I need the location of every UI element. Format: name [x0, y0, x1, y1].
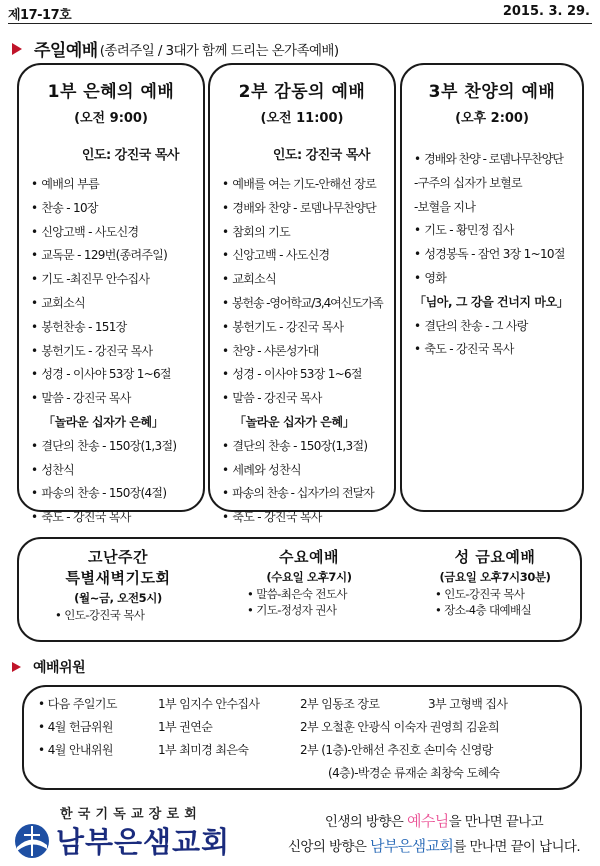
service-leader: 인도: 강진국 목사 [81, 148, 179, 163]
section-subtitle: (종려주일 / 3대가 함께 드리는 온가족예배) [99, 42, 339, 59]
list-item: • 신앙고백 - 사도신경 [222, 244, 394, 268]
service-time: (오전 9:00) [74, 111, 148, 126]
list-item: • 파송의 찬송 - 150장(4절) [31, 482, 203, 506]
issue-number: 제17-17호 [8, 8, 72, 23]
list-item: • 교회소식 [31, 292, 203, 316]
list-item: • 축도 - 강진국 목사 [414, 338, 582, 362]
order-of-service [19, 173, 203, 530]
sunday-worship-heading [12, 36, 339, 61]
list-item: • 찬양 - 샤론성가대 [222, 340, 394, 364]
service-box-2 [208, 63, 396, 525]
committee-label: • 4월 안내위원 [38, 743, 113, 757]
service-title: 2부 감동의 예배 [238, 82, 366, 102]
header-divider [8, 23, 592, 24]
list-item: • 말씀 - 강진국 목사 [31, 387, 203, 411]
event-item: • 인도-강진국 목사 [33, 607, 203, 623]
list-item: • 기도 -최진무 안수집사 [31, 268, 203, 292]
list-item: • 봉헌찬송 - 151장 [31, 316, 203, 340]
list-item: • 성찬식 [31, 459, 203, 483]
event-item: • 인도-강진국 목사 [415, 586, 575, 602]
sermon-title: 「놀라운 십자가 은혜」 [234, 414, 355, 429]
event-item: • 말씀-최은숙 전도사 [229, 586, 389, 602]
list-item: • 경배와 찬양 - 로뎀나무찬양단 [414, 148, 582, 172]
committee-row [38, 718, 568, 736]
service-leader: 인도: 강진국 목사 [272, 148, 370, 163]
list-item: • 성경 - 이사야 53장 1~6절 [222, 363, 394, 387]
list-item: • 결단의 찬송 - 150장(1,3절) [31, 435, 203, 459]
list-item: • 결단의 찬송 - 150장(1,3절) [222, 435, 394, 459]
committee-label: • 4월 헌금위원 [38, 720, 113, 734]
event-wednesday [229, 547, 389, 618]
committee-value: (4층)-박경순 류재순 최창숙 도혜숙 [328, 766, 500, 780]
event-item: • 기도-정성자 권사 [229, 602, 389, 618]
list-item: • 신앙고백 - 사도신경 [31, 221, 203, 245]
service-title: 3부 찬양의 예배 [428, 82, 556, 102]
church-branding [10, 803, 250, 863]
committee-heading [12, 657, 85, 677]
church-logo-icon [14, 823, 50, 859]
list-item: • 기도 - 황민정 집사 [414, 219, 582, 243]
slogan-line-1: 인생의 방향은 예수님을 만나면 끝나고 [324, 812, 544, 830]
slogan-highlight: 남부은샘교회 [369, 837, 454, 855]
committee-row [38, 764, 568, 782]
event-good-friday [415, 547, 575, 618]
triangle-bullet-icon [12, 662, 21, 672]
sermon-title: 「놀라운 십자가 은혜」 [43, 414, 164, 429]
committee-value: 2부 (1층)-안해선 추진호 손미숙 신영랑 [300, 743, 493, 757]
committee-value: 3부 고형백 집사 [428, 697, 508, 711]
committee-row [38, 741, 568, 759]
service-box-1 [17, 63, 205, 525]
list-item: • 성경 - 이사야 53장 1~6절 [31, 363, 203, 387]
list-item: • 성경봉독 - 잠언 3장 1~10절 [414, 243, 582, 267]
committee-box [22, 685, 582, 790]
service-title: 1부 은혜의 예배 [47, 82, 175, 102]
committee-value: 2부 오철훈 안광식 이숙자 권영희 김윤희 [300, 720, 499, 734]
church-name: 남부은샘교회 [56, 825, 231, 859]
film-title: 「님아, 그 강을 건너지 마오」 [414, 294, 569, 309]
list-item: • 세례와 성찬식 [222, 459, 394, 483]
list-item: • 봉헌기도 - 강진국 목사 [222, 316, 394, 340]
event-title: 고난주간 [88, 548, 148, 566]
list-item: • 봉헌송 -영어학교/3,4여신도가족 [222, 292, 394, 316]
committee-value: 1부 임지수 안수집사 [158, 697, 260, 711]
committee-value: 2부 임동조 장로 [300, 697, 380, 711]
issue-date: 2015. 3. 29. [502, 4, 590, 19]
order-of-service [210, 173, 394, 530]
list-item: • 예배를 여는 기도-안해선 장로 [222, 173, 394, 197]
slogan-highlight: 예수님 [406, 812, 449, 830]
denomination-name: 한국기독교장로회 [60, 807, 203, 822]
committee-row [38, 695, 568, 713]
triangle-bullet-icon [12, 43, 22, 55]
list-item: • 교독문 - 129번(종려주일) [31, 244, 203, 268]
event-time: (월~금, 오전5시) [74, 591, 162, 605]
list-item-continuation: -구주의 십자가 보혈로 [414, 175, 522, 190]
list-item: • 봉헌기도 - 강진국 목사 [31, 340, 203, 364]
committee-value: 1부 권연순 [158, 720, 213, 734]
event-passion-week [33, 547, 203, 623]
list-item: • 교회소식 [222, 268, 394, 292]
event-item: • 장소-4층 대예배실 [415, 602, 575, 618]
committee-label: • 다음 주일기도 [38, 697, 117, 711]
section-title: 예배위원 [33, 660, 86, 676]
event-subtitle: 특별새벽기도회 [65, 569, 171, 587]
event-time: (수요일 오후7시) [266, 570, 352, 584]
event-time: (금요일 오후7시30분) [439, 570, 551, 584]
special-events-box [17, 537, 582, 642]
list-item: • 파송의 찬송 - 십자가의 전달자 [222, 482, 394, 506]
list-item: • 결단의 찬송 - 그 사랑 [414, 315, 582, 339]
list-item: • 축도 - 강진국 목사 [31, 506, 203, 530]
slogan-line-2: 신앙의 방향은 남부은샘교회를 만나면 끝이 납니다. [287, 837, 581, 855]
list-item: • 축도 - 강진국 목사 [222, 506, 394, 530]
list-item: • 참회의 기도 [222, 221, 394, 245]
event-title: 성 금요예배 [454, 548, 536, 566]
service-box-3 [400, 63, 584, 512]
order-of-service [402, 148, 582, 362]
list-item: • 예배의 부름 [31, 173, 203, 197]
committee-value: 1부 최미경 최은숙 [158, 743, 249, 757]
list-item: • 찬송 - 10장 [31, 197, 203, 221]
list-item: • 영화 [414, 267, 582, 291]
service-time: (오후 2:00) [455, 111, 529, 126]
list-item: • 말씀 - 강진국 목사 [222, 387, 394, 411]
event-title: 수요예배 [279, 548, 339, 566]
section-title: 주일예배 [34, 41, 98, 61]
list-item-continuation: -보혈을 지나 [414, 199, 476, 214]
list-item: • 경배와 찬양 - 로뎀나무찬양단 [222, 197, 394, 221]
service-time: (오전 11:00) [260, 111, 344, 126]
